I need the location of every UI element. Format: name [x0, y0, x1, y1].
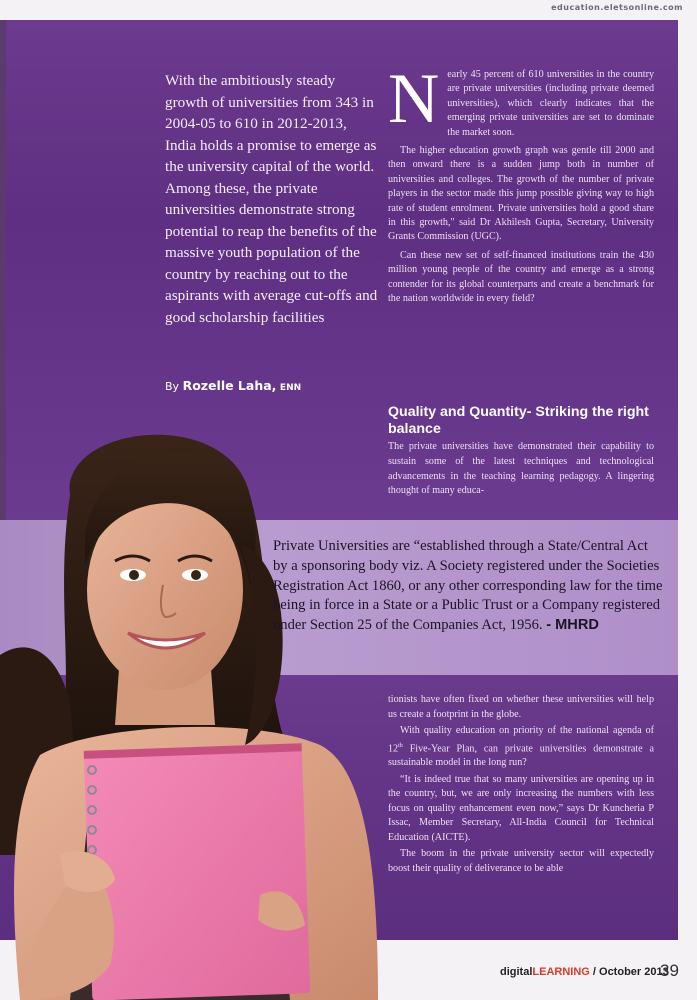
drop-cap: N	[388, 60, 440, 138]
article-paragraph-1	[388, 60, 654, 140]
byline-by: By	[165, 380, 180, 393]
student-photo	[0, 425, 380, 1000]
section-heading: Quality and Quantity- Striking the right balance	[388, 404, 649, 437]
lower-paragraph-2	[388, 724, 654, 771]
byline	[165, 378, 301, 393]
section-paragraph-1: The private universities have demonstrated their capability to sustain some of the latest techniques and technological advancements in the teaching learning pedagogy. A lingering thought of many educa-	[388, 441, 654, 497]
lower-paragraph-2-b: Five-Year Plan, can private universities demonstrate a sustainable model in the long run?	[388, 742, 654, 769]
article-paragraph-3: Can these new set of self-financed institutions train the 430 million young people of the country and emerge as a strong contender for its global counterparts and create a benchmark for the nation worldwide in every field?	[388, 249, 654, 305]
page-footer	[500, 966, 669, 978]
agency-name: ENN	[279, 383, 302, 393]
footer-issue: / October 2013	[589, 966, 669, 978]
lower-paragraph-3: “It is indeed true that so many universities are opening up in the country, but, we are only increasing the numbers with less focus on quality enhancement even now,” says Dr Kuncheria P Issac, Member Secretary, All-India Council for Technical Education (AICTE).	[388, 773, 654, 843]
pull-quote	[273, 537, 665, 636]
intro-standfirst: With the ambitiously steady growth of universities from 343 in 2004-05 to 610 in 2012-2013, India holds a promise to emerge as the university capital of the world. Among these, the private universities demonstrate strong potential to reap the benefits of the massive youth population of the country by reaching out to the aspirants with average cut-offs and good scholarship facilities	[165, 72, 378, 326]
article-column-top	[388, 60, 654, 311]
ordinal-suffix: th	[398, 742, 403, 749]
lower-paragraph-1: tionists have often fixed on whether these universities will help us create a footprint in the globe.	[388, 694, 654, 720]
article-column-middle	[388, 440, 654, 499]
page-number: 39	[660, 961, 679, 980]
lower-paragraph-4: The boom in the private university sector will expectedly boost their quality of deliverance to be able	[388, 848, 654, 874]
article-paragraph-1-text: early 45 percent of 610 universities in the country are private universities (including private deemed universities), which clearly indicates that the emerging private universities are set to dominate the market soon.	[447, 69, 654, 138]
pull-quote-source: - MHRD	[546, 617, 599, 634]
article-paragraph-2: The higher education growth graph was gentle till 2000 and then onward there is a sudden jump both in number of universities and colleges. The growth of the number of private players in the sector made this jump possible giving way to high rate of student enrolment. Private universities hold a good share in this growth," said Dr Akhilesh Gupta, Secretary, University Grants Commission (UGC).	[388, 145, 654, 243]
footer-brand-learning: LEARNING	[532, 966, 590, 978]
article-column-bottom	[388, 693, 654, 878]
pull-quote-text: Private Universities are “established through a State/Central Act by a sponsoring body viz. A Society registered under the Societies Registration Act 1860, or any other corresponding law for the time being in force in a State or a Public Trust or a Company registered under Section 25 of the Companies Act, 1956.	[273, 538, 663, 634]
lower-paragraph-2-a: With quality education on priority of the national agenda of 12	[388, 725, 654, 754]
footer-brand-digital: digital	[500, 966, 533, 978]
site-url: education.eletsonline.com	[551, 3, 683, 12]
author-name: Rozelle Laha,	[182, 378, 277, 393]
